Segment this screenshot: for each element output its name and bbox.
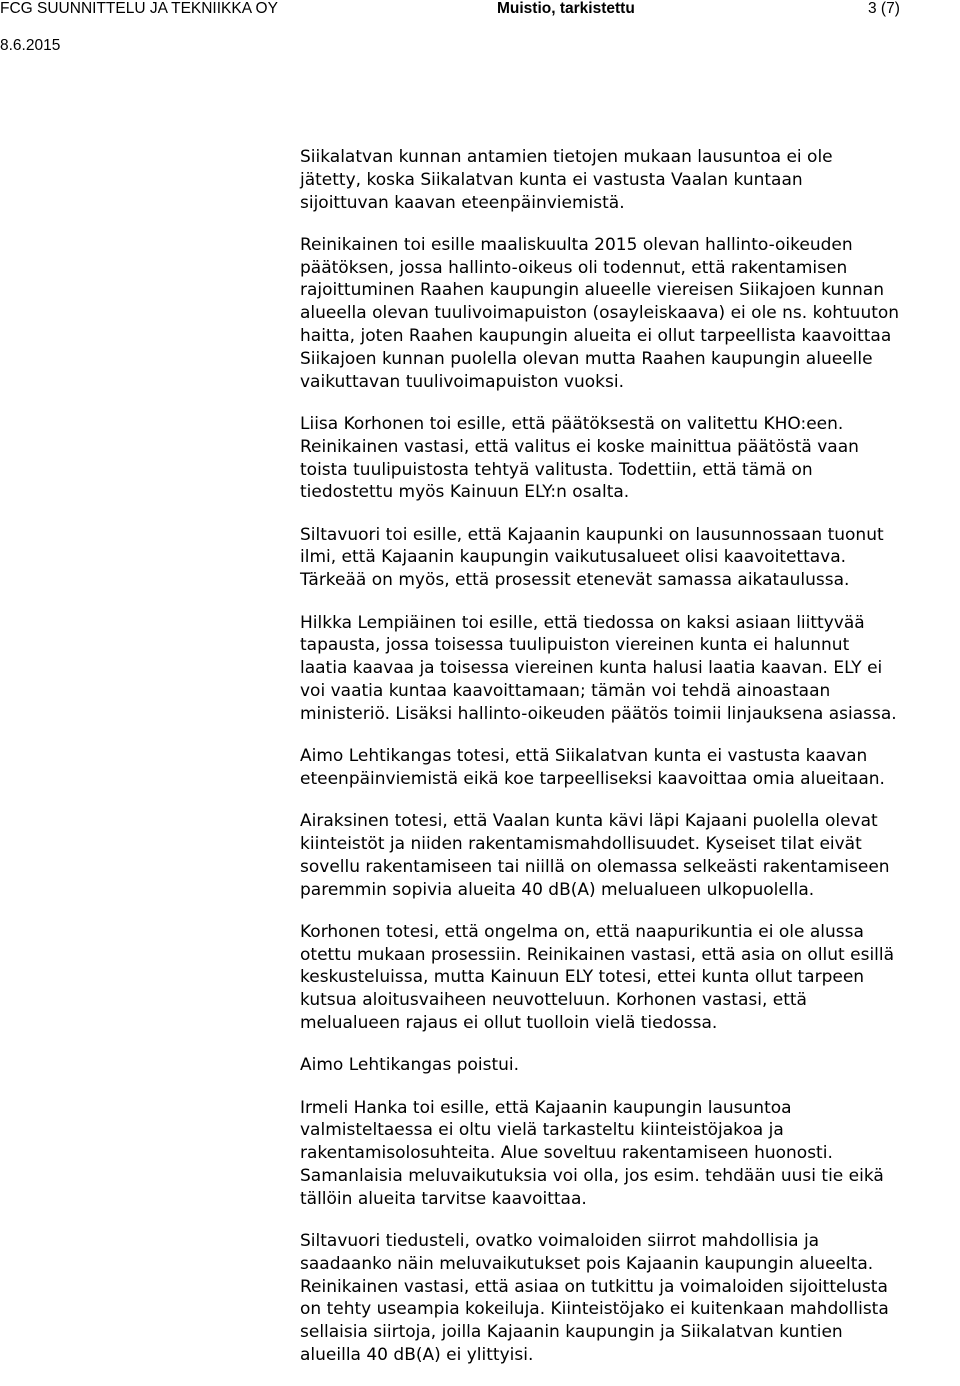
text-line: otettu mukaan prosessiin. Reinikainen vastasi, että asia on ollut esillä (300, 944, 895, 965)
page-header (0, 0, 960, 60)
paragraph (300, 612, 955, 726)
paragraph (300, 413, 955, 504)
document-title: Muistio, tarkistettu (497, 0, 635, 17)
text-line: rajoittuminen Raahen kaupungin alueelle viereisen Siikajoen kunnan (300, 280, 884, 301)
text-line: rakentamisolosuhteita. Alue soveltuu rakentamiseen huonosti. (300, 1143, 833, 1164)
document-date: 8.6.2015 (0, 37, 61, 54)
text-line: alueilla 40 dB(A) ei ylittyisi. (300, 1345, 534, 1366)
text-line: Airaksinen totesi, että Vaalan kunta kävi läpi Kajaani puolella olevat (300, 811, 878, 832)
text-line: Samanlaisia meluvaikutuksia voi olla, jos esim. tehdään uusi tie eikä (300, 1165, 884, 1186)
text-line: jätetty, koska Siikalatvan kunta ei vastusta Vaalan kuntaan (300, 169, 803, 190)
text-line: ministeriö. Lisäksi hallinto-oikeuden päätös toimii linjauksena asiassa. (300, 703, 897, 724)
text-line: Siltavuori tiedusteli, ovatko voimaloiden siirrot mahdollisia ja (300, 1231, 820, 1252)
paragraph (300, 745, 955, 791)
text-line: on tehty useampia kokeiluja. Kiinteistöjako ei kuitenkaan mahdollista (300, 1299, 889, 1320)
text-line: haitta, joten Raahen kaupungin alueita ei ollut tarpeellista kaavoittaa (300, 326, 892, 347)
paragraph (300, 1097, 955, 1211)
text-line: päätöksen, jossa hallinto-oikeus oli todennut, että rakentamisen (300, 257, 848, 278)
text-line: sovellu rakentamiseen tai niillä on olemassa selkeästi rakentamiseen (300, 856, 890, 877)
text-line: eteenpäinviemistä eikä koe tarpeelliseksi kaavoittaa omia alueitaan. (300, 768, 885, 789)
text-line: Tärkeää on myös, että prosessit etenevät samassa aikataulussa. (300, 570, 850, 591)
text-line: Irmeli Hanka toi esille, että Kajaanin kaupungin lausuntoa (300, 1097, 792, 1118)
text-line: Reinikainen toi esille maaliskuulta 2015 olevan hallinto-oikeuden (300, 234, 853, 255)
text-line: valmisteltaessa ei oltu vielä tarkasteltu kiinteistöjakoa ja (300, 1120, 784, 1141)
text-line: Siltavuori toi esille, että Kajaanin kaupunki on lausunnossaan tuonut (300, 524, 884, 545)
minutes-body (300, 146, 955, 1386)
text-line: Liisa Korhonen toi esille, että päätöksestä on valitettu KHO:een. (300, 413, 844, 434)
paragraph (300, 146, 955, 214)
text-line: toista tuulipuistosta tehtyä valitusta. Todettiin, että tämä on (300, 459, 813, 480)
text-line: tiedostettu myös Kainuun ELY:n osalta. (300, 482, 630, 503)
text-line: Reinikainen vastasi, että asiaa on tutkittu ja voimaloiden sijoittelusta (300, 1276, 888, 1297)
text-line: melualueen rajaus ei ollut tuolloin vielä tiedossa. (300, 1013, 718, 1033)
text-line: Aimo Lehtikangas totesi, että Siikalatvan kunta ei vastusta kaavan (300, 746, 868, 767)
text-line: Reinikainen vastasi, että valitus ei koske mainittua päätöstä vaan (300, 436, 859, 457)
organization-name: FCG SUUNNITTELU JA TEKNIIKKA OY (0, 0, 278, 17)
text-line: keskusteluissa, mutta Kainuun ELY totesi, ettei kunta ollut tarpeen (300, 967, 865, 988)
text-line: Siikajoen kunnan puolella olevan mutta Raahen kaupungin alueelle (300, 348, 873, 369)
page-number: 3 (7) (868, 0, 900, 17)
text-line: ilmi, että Kajaanin kaupungin vaikutusalueet olisi kaavoitettava. (300, 547, 847, 568)
text-line: vaikuttavan tuulivoimapuiston vuoksi. (300, 371, 624, 392)
paragraph (300, 810, 955, 901)
text-line: alueella olevan tuulivoimapuiston (osayleiskaava) ei ole ns. kohtuuton (300, 303, 900, 324)
text-line: sijoittuvan kaavan eteenpäinviemistä. (300, 192, 625, 213)
text-line: laatia kaavaa ja toisessa viereinen kunta halusi laatia kaavan. ELY ei (300, 658, 883, 679)
paragraph (300, 234, 955, 394)
text-line: paremmin sopivia alueita 40 dB(A) melualueen ulkopuolella. (300, 879, 815, 900)
text-line: saadaanko näin meluvaikutukset pois Kajaanin kaupungin alueelta. (300, 1253, 874, 1274)
text-line: sellaisia siirtoja, joilla Kajaanin kaupungin ja Siikalatvan kuntien (300, 1322, 843, 1343)
text-line: Korhonen totesi, että ongelma on, että naapurikuntia ei ole alussa (300, 921, 864, 942)
paragraph (300, 1230, 955, 1367)
paragraph (300, 524, 955, 592)
text-line: Aimo Lehtikangas poistui. (300, 1055, 520, 1076)
text-line: Hilkka Lempiäinen toi esille, että tiedossa on kaksi asiaan liittyvää (300, 612, 865, 633)
text-line: tapausta, jossa toisessa tuulipuiston viereinen kunta ei halunnut (300, 635, 850, 656)
paragraph (300, 921, 955, 1035)
text-line: Siikalatvan kunnan antamien tietojen mukaan lausuntoa ei ole (300, 147, 833, 167)
text-line: voi vaatia kuntaa kaavoittamaan; tämän voi tehdä ainoastaan (300, 680, 831, 701)
paragraph (300, 1054, 955, 1077)
text-line: tällöin alueita tarvitse kaavoittaa. (300, 1188, 587, 1209)
text-line: kiinteistöt ja niiden rakentamismahdollisuudet. Kyseiset tilat eivät (300, 833, 862, 854)
text-line: kutsua aloitusvaiheen neuvotteluun. Korhonen vastasi, että (300, 990, 807, 1011)
